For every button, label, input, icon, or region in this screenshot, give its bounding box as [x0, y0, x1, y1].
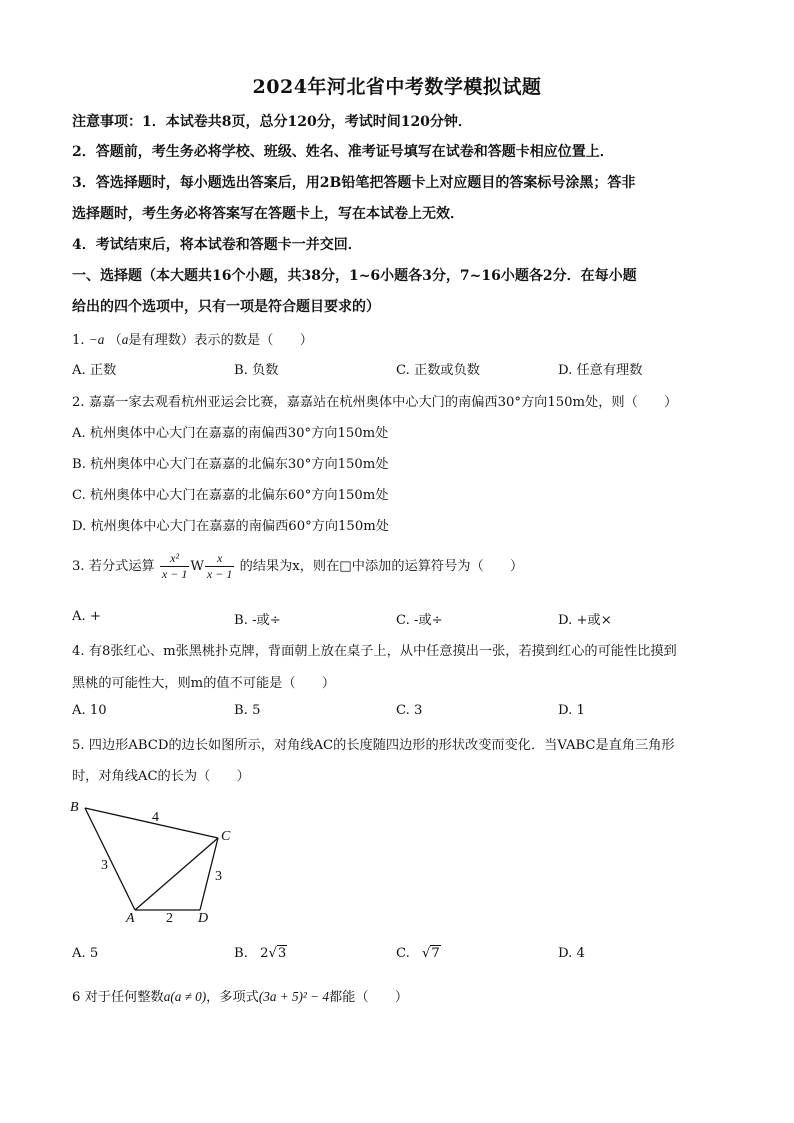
q2-option-b: B. 杭州奥体中心大门在嘉嘉的北偏东30°方向150m处 — [72, 457, 389, 472]
question-4-line-1: 4. 有8张红心、m张黑桃扑克牌，背面朝上放在桌子上，从中任意摸出一张，若摸到红心的可能性比摸到 — [72, 644, 677, 659]
q5-option-b-radicand: 3 — [277, 946, 287, 961]
vertex-label-b: B — [70, 800, 79, 815]
q6-middle: ，多项式 — [206, 990, 259, 1005]
q3-fraction-2 — [205, 551, 234, 582]
q3-option-d: D. +或× — [558, 613, 612, 628]
q5-option-c — [396, 946, 441, 961]
q2-option-c: C. 杭州奥体中心大门在嘉嘉的北偏东60°方向150m处 — [72, 488, 389, 503]
q3-suffix: 的结果为x，则在□中添加的运算符号为（ ） — [239, 559, 524, 574]
q3-prefix: 3. 若分式运算 — [72, 559, 155, 574]
sqrt-icon: √ — [268, 946, 277, 961]
q3-fraction-1-numerator: x² — [160, 551, 189, 567]
q1-text: 是有理数）表示的数是（ ） — [128, 333, 313, 348]
q1-paren-var: a — [121, 332, 129, 347]
q1-expression: −a — [88, 332, 105, 347]
q5-option-b — [234, 946, 287, 961]
quadrilateral-figure — [64, 796, 254, 926]
q4-option-c: C. 3 — [396, 703, 423, 718]
q1-number: 1. — [72, 333, 85, 348]
q3-option-b: B. -或÷ — [234, 613, 281, 628]
sqrt-icon: √ — [422, 946, 431, 961]
q5-option-c-radicand: 7 — [431, 946, 440, 961]
section-heading-1: 一、选择题（本大题共16个小题，共38分，1~6小题各3分，7~16小题各2分．在每小题 — [72, 268, 637, 284]
question-5-line-2: 时，对角线AC的长为（ ） — [72, 769, 250, 784]
q5-option-d: D. 4 — [558, 946, 585, 961]
question-4-line-2: 黑桃的可能性大，则m的值不可能是（ ） — [72, 676, 336, 691]
side-length-cd: 3 — [215, 869, 222, 884]
q3-fraction-1 — [160, 551, 189, 582]
q5-option-a: A. 5 — [72, 946, 99, 961]
q6-variable: a — [163, 989, 171, 1004]
edge-ab — [85, 808, 135, 910]
q1-option-a: A. 正数 — [72, 363, 117, 378]
q1-option-d: D. 任意有理数 — [558, 363, 643, 378]
notice-4: 4．考试结束后，将本试卷和答题卡一并交回． — [72, 237, 362, 253]
q1-open-paren: （ — [108, 333, 122, 348]
q5-option-b-coef: 2 — [260, 946, 269, 961]
side-length-bc: 4 — [152, 810, 159, 825]
q3-fraction-2-denominator: x − 1 — [206, 567, 233, 581]
section-heading-2: 给出的四个选项中，只有一项是符合题目要求的） — [72, 299, 380, 315]
question-2: 2. 嘉嘉一家去观看杭州亚运会比赛，嘉嘉站在杭州奥体中心大门的南偏西30°方向150m处，则（ ） — [72, 395, 678, 410]
question-3 — [72, 551, 523, 582]
q5-option-b-label: B. — [234, 946, 248, 961]
vertex-label-a: A — [126, 911, 135, 926]
q4-option-b: B. 5 — [234, 703, 261, 718]
q6-polynomial: (3a + 5)² − 4 — [258, 989, 329, 1004]
q3-fraction-2-numerator: x — [205, 551, 234, 567]
vertex-label-d: D — [198, 911, 209, 926]
question-1 — [72, 329, 313, 348]
q4-option-a: A. 10 — [72, 703, 107, 718]
side-length-ab: 3 — [101, 858, 108, 873]
q2-option-a: A. 杭州奥体中心大门在嘉嘉的南偏西30°方向150m处 — [72, 426, 389, 441]
question-6 — [72, 986, 408, 1005]
q1-option-b: B. 负数 — [234, 363, 279, 378]
q6-prefix: 6 对于任何整数 — [72, 990, 164, 1005]
notice-3a: 3．答选择题时，每小题选出答案后，用2B铅笔把答题卡上对应题目的答案标号涂黑；答非 — [72, 175, 636, 191]
q1-option-c: C. 正数或负数 — [396, 363, 480, 378]
q3-option-a: A. + — [72, 609, 101, 624]
q3-option-c: C. -或÷ — [396, 613, 443, 628]
q5-option-c-label: C. — [396, 946, 410, 961]
notice-1: 注意事项：1．本试卷共8页，总分120分，考试时间120分钟． — [72, 114, 472, 130]
notice-3b: 选择题时，考生务必将答案写在答题卡上，写在本试卷上无效． — [72, 206, 464, 222]
page-title: 2024年河北省中考数学模拟试题 — [252, 76, 542, 98]
q6-condition: (a ≠ 0) — [170, 989, 207, 1004]
diagonal-ac — [135, 838, 218, 910]
side-length-ad: 2 — [166, 911, 173, 926]
q2-option-d: D. 杭州奥体中心大门在嘉嘉的南偏西60°方向150m处 — [72, 519, 389, 534]
q3-operator: W — [190, 559, 204, 574]
vertex-label-c: C — [221, 829, 231, 844]
question-5-line-1: 5. 四边形ABCD的边长如图所示，对角线AC的长度随四边形的形状改变而变化．当VABC是直角三角形 — [72, 738, 675, 753]
notice-2: 2．答题前，考生务必将学校、班级、姓名、准考证号填写在试卷和答题卡相应位置上． — [72, 144, 614, 160]
q6-suffix: 都能（ ） — [328, 990, 409, 1005]
q3-fraction-1-denominator: x − 1 — [161, 567, 188, 581]
q4-option-d: D. 1 — [558, 703, 585, 718]
